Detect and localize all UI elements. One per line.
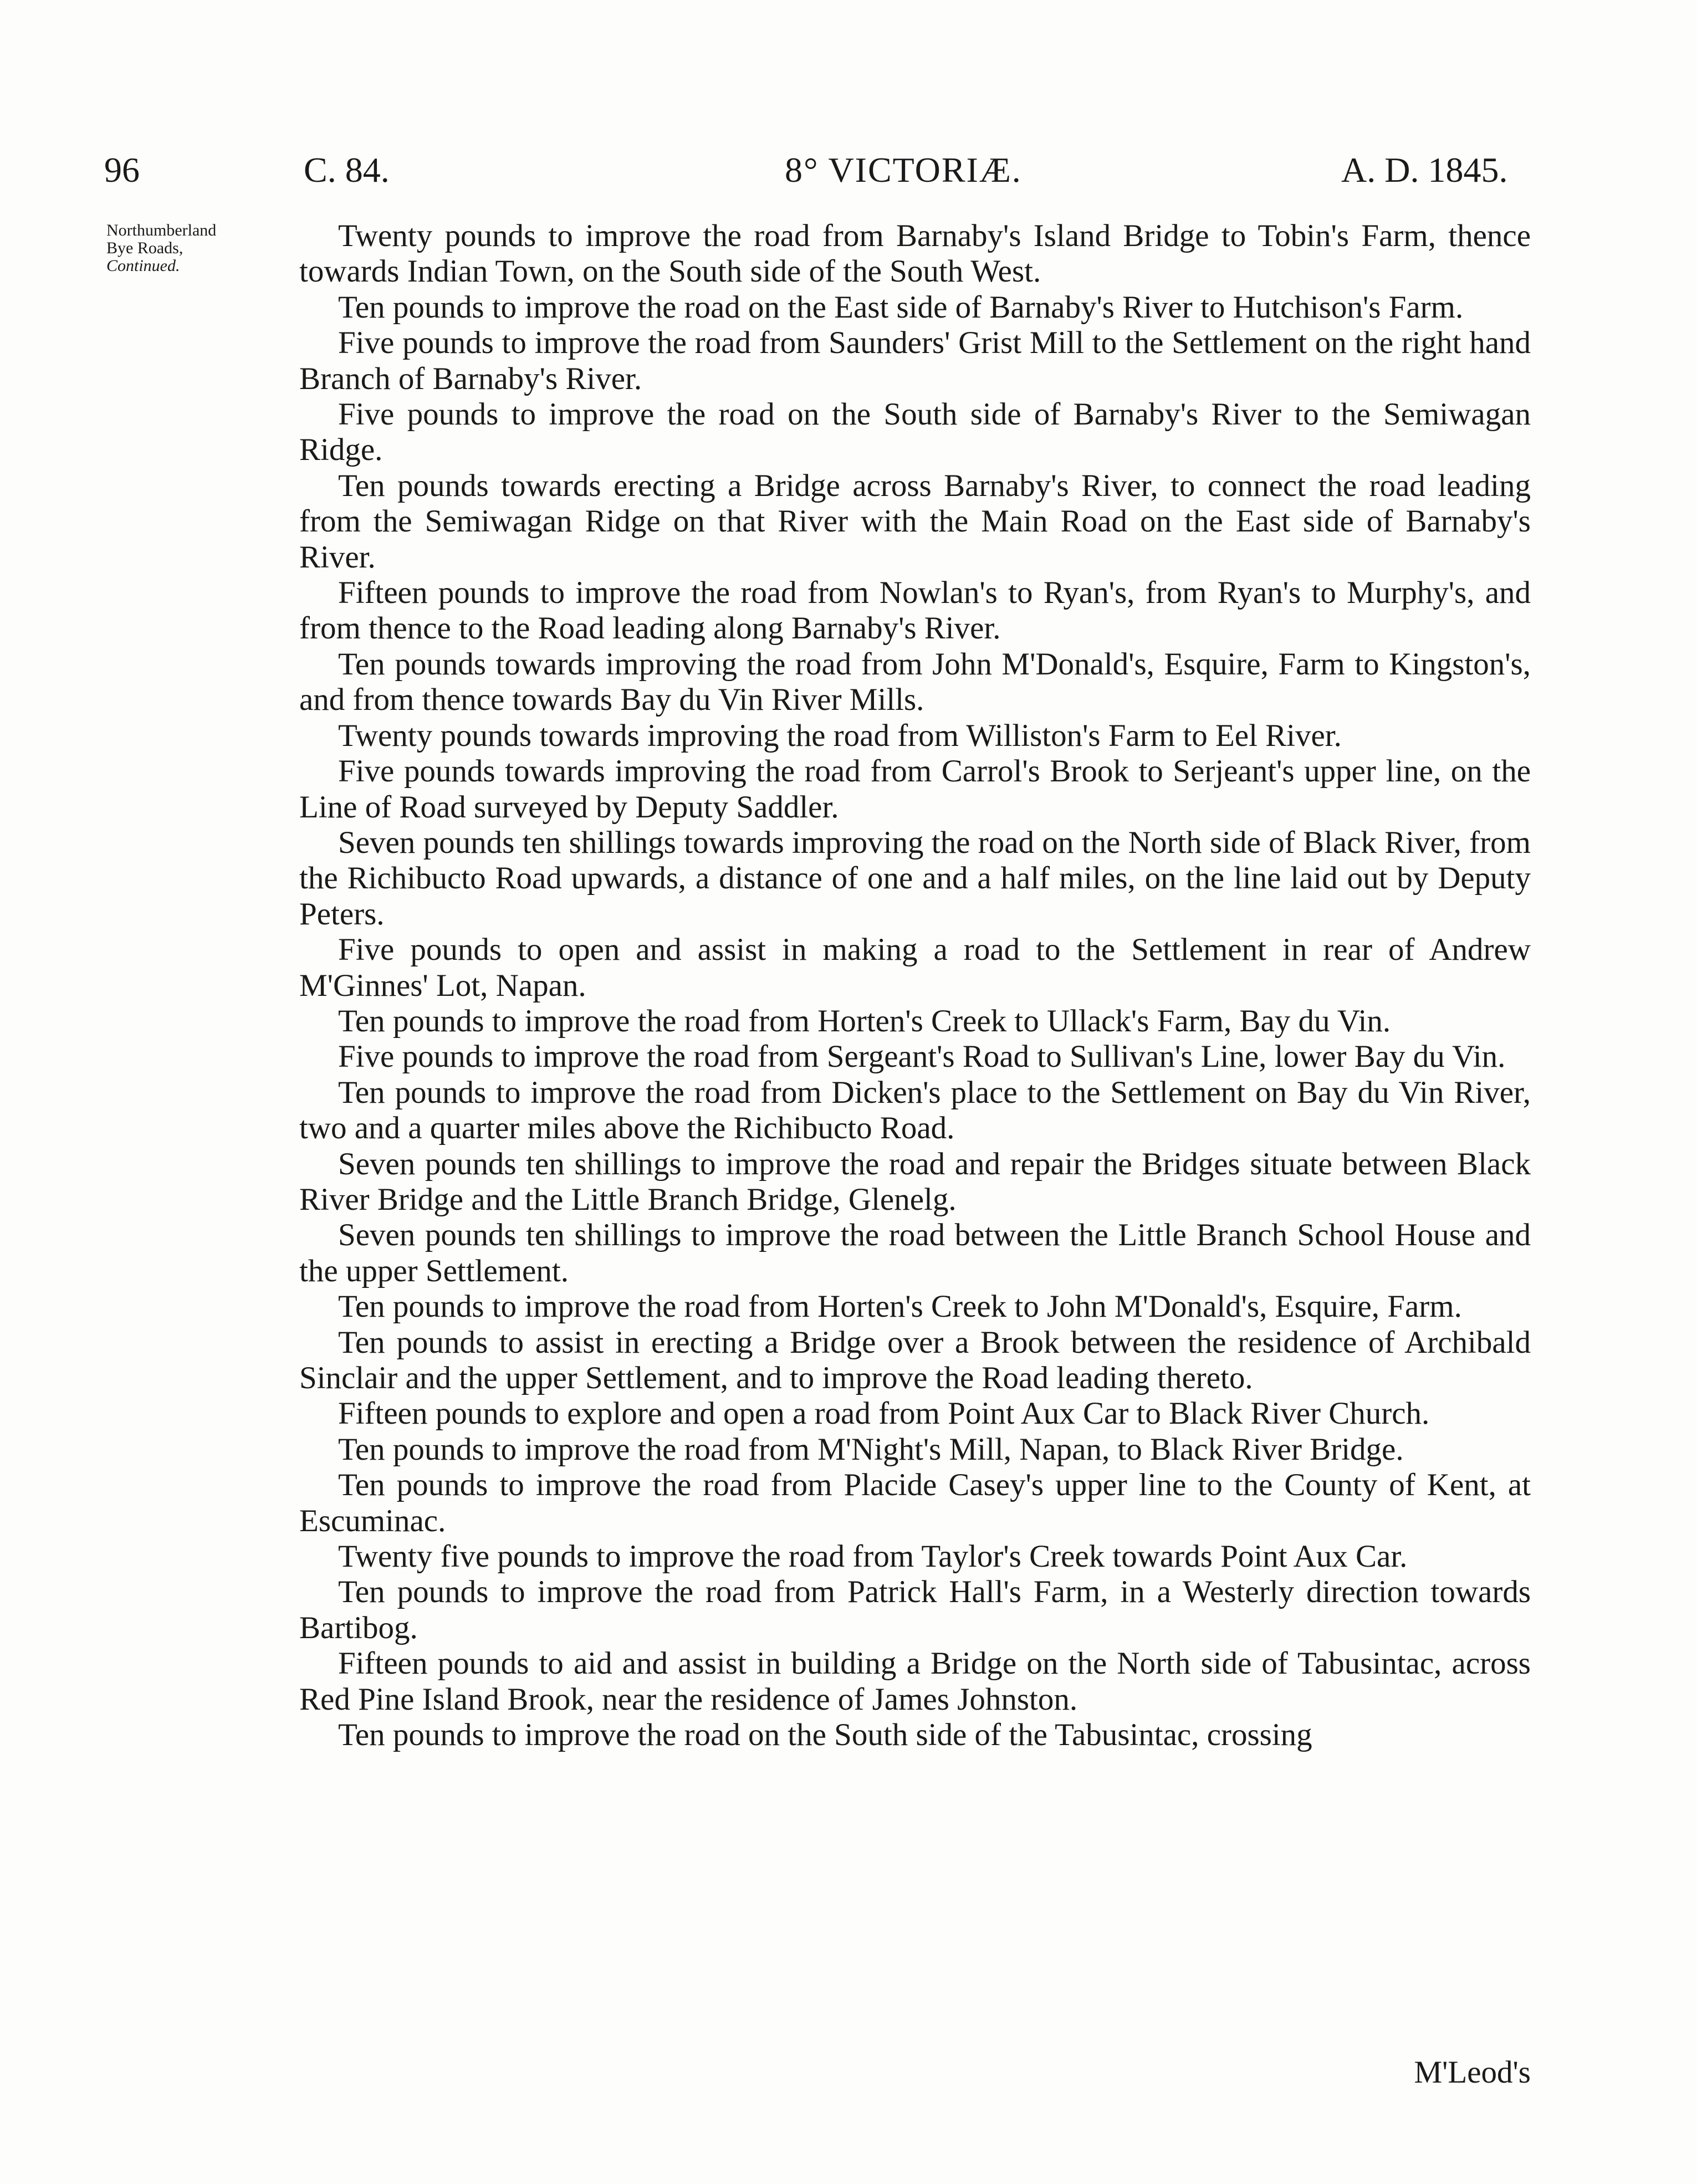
paragraph: Ten pounds to improve the road from Patrick Hall's Farm, in a Westerly direction towards Bartibog.	[299, 1574, 1531, 1645]
paragraph: Ten pounds to improve the road on the South side of the Tabusintac, crossing	[338, 1717, 1312, 1753]
body-text	[299, 218, 1531, 1753]
paragraph: Twenty pounds towards improving the road from Williston's Farm to Eel River.	[338, 718, 1342, 753]
paragraph: Ten pounds to improve the road on the East side of Barnaby's River to Hutchison's Farm.	[338, 289, 1464, 325]
year: A. D. 1845.	[1341, 150, 1508, 190]
page-number: 96	[104, 150, 140, 190]
page-header	[0, 150, 1697, 200]
paragraph: Twenty five pounds to improve the road from Taylor's Creek towards Point Aux Car.	[338, 1539, 1408, 1574]
paragraph: Ten pounds to improve the road from Placide Casey's upper line to the County of Kent, at Escuminac.	[299, 1467, 1531, 1538]
paragraph: Fifteen pounds to aid and assist in building a Bridge on the North side of Tabusintac, across Red Pine Island Brook, near the residence of James Johnston.	[299, 1646, 1531, 1717]
paragraph: Five pounds to improve the road from Sergeant's Road to Sullivan's Line, lower Bay du Vin.	[338, 1039, 1506, 1075]
margin-note-line: Bye Roads,	[106, 239, 183, 257]
paragraph: Fifteen pounds to explore and open a road from Point Aux Car to Black River Church.	[338, 1396, 1430, 1431]
paragraph: Ten pounds towards improving the road from John M'Donald's, Esquire, Farm to Kingston's, and from thence towards Bay du Vin River Mills.	[299, 646, 1531, 718]
catchword: M'Leod's	[1414, 2055, 1531, 2090]
paragraph: Five pounds to open and assist in making a road to the Settlement in rear of Andrew M'Ginnes' Lot, Napan.	[299, 932, 1531, 1003]
paragraph: Five pounds towards improving the road from Carrol's Brook to Serjeant's upper line, on the Line of Road surveyed by Deputy Saddler.	[299, 754, 1531, 825]
paragraph: Five pounds to improve the road on the South side of Barnaby's River to the Semiwagan Ridge.	[299, 397, 1531, 468]
margin-note-line: Northumberland	[106, 221, 217, 239]
paragraph: Fifteen pounds to improve the road from Nowlan's to Ryan's, from Ryan's to Murphy's, and from thence to the Road leading along Barnaby's River.	[299, 575, 1531, 646]
paragraph: Five pounds to improve the road from Saunders' Grist Mill to the Settlement on the right hand Branch of Barnaby's River.	[299, 325, 1531, 396]
margin-note-line: Continued.	[106, 257, 180, 275]
paragraph: Seven pounds ten shillings to improve the road and repair the Bridges situate between Black River Bridge and the Little Branch Bridge, Glenelg.	[299, 1146, 1531, 1217]
paragraph: Ten pounds towards erecting a Bridge across Barnaby's River, to connect the road leading from the Semiwagan Ridge on that River with the Main Road on the East side of Barnaby's River.	[299, 468, 1531, 575]
chapter-number: C. 84.	[304, 150, 390, 190]
paragraph: Ten pounds to improve the road from M'Night's Mill, Napan, to Black River Bridge.	[338, 1431, 1404, 1467]
paragraph: Twenty pounds to improve the road from Barnaby's Island Bridge to Tobin's Farm, thence towards Indian Town, on the South side of the South West.	[299, 218, 1531, 289]
paragraph: Seven pounds ten shillings to improve the road between the Little Branch School House and the upper Settlement.	[299, 1218, 1531, 1288]
running-title: 8° VICTORIÆ.	[785, 150, 1022, 190]
paragraph: Ten pounds to improve the road from Dicken's place to the Settlement on Bay du Vin River, two and a quarter miles above the Richibucto Road.	[299, 1075, 1531, 1146]
margin-note	[106, 222, 273, 275]
paragraph: Ten pounds to improve the road from Horten's Creek to Ullack's Farm, Bay du Vin.	[338, 1003, 1391, 1039]
paragraph: Ten pounds to assist in erecting a Bridge over a Brook between the residence of Archibald Sinclair and the upper Settlement, and to improve the Road leading thereto.	[299, 1324, 1531, 1395]
paragraph: Ten pounds to improve the road from Horten's Creek to John M'Donald's, Esquire, Farm.	[338, 1289, 1462, 1324]
paragraph: Seven pounds ten shillings towards improving the road on the North side of Black River, from the Richibucto Road upwards, a distance of one and a half miles, on the line laid out by Deputy Peters.	[299, 825, 1531, 932]
